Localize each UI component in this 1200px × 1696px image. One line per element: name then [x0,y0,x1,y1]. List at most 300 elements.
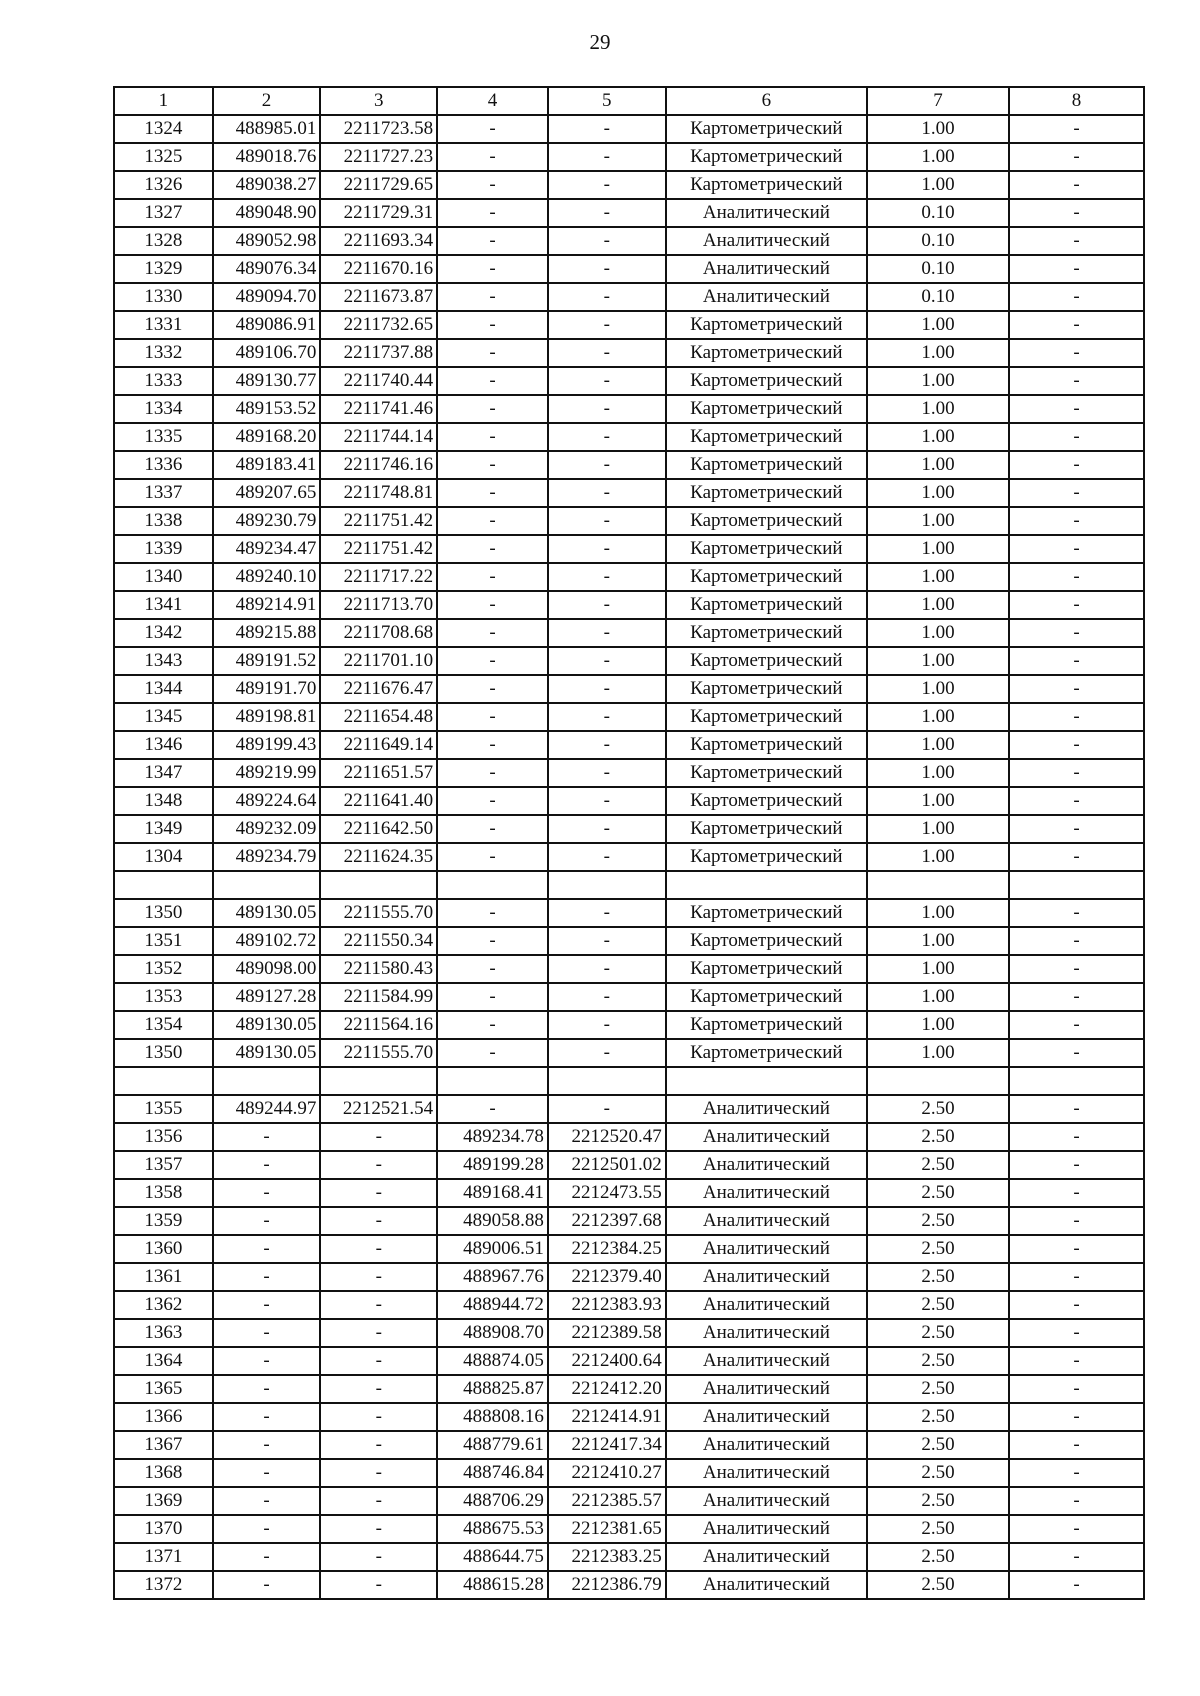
table-cell: 1.00 [867,1011,1009,1039]
table-cell: 489102.72 [213,927,321,955]
table-cell: 1361 [114,1263,213,1291]
table-cell: 488825.87 [437,1375,548,1403]
table-cell: - [437,591,548,619]
table-row [114,1319,1144,1347]
table-cell: 2211580.43 [320,955,437,983]
table-row [114,703,1144,731]
table-cell: - [548,563,666,591]
table-cell: 2212379.40 [548,1263,666,1291]
table-cell: - [437,647,548,675]
table-cell: 0.10 [867,283,1009,311]
table-cell: Картометрический [666,563,867,591]
table-cell: - [213,1571,321,1599]
table-cell: - [1009,535,1144,563]
table-cell: 488908.70 [437,1319,548,1347]
table-cell: 1.00 [867,927,1009,955]
table-cell: Картометрический [666,759,867,787]
table-cell: 2211649.14 [320,731,437,759]
table-cell: - [548,619,666,647]
table-cell: 489207.65 [213,479,321,507]
table-cell: 1.00 [867,171,1009,199]
table-row [114,1487,1144,1515]
table-cell: - [320,1543,437,1571]
table-row [114,535,1144,563]
table-row [114,1403,1144,1431]
table-cell: 1363 [114,1319,213,1347]
table-cell: 2212389.58 [548,1319,666,1347]
table-row [114,927,1144,955]
table-cell: 1343 [114,647,213,675]
table-cell: Картометрический [666,955,867,983]
table-cell: - [437,367,548,395]
table-cell: 488706.29 [437,1487,548,1515]
table-cell: - [548,171,666,199]
table-cell: 2211555.70 [320,899,437,927]
table-cell: 2211651.57 [320,759,437,787]
table-cell: 2212383.93 [548,1291,666,1319]
table-cell [320,1067,437,1095]
table-row [114,451,1144,479]
table-cell: 2212381.65 [548,1515,666,1543]
table-cell: - [1009,115,1144,143]
table-cell: 2.50 [867,1123,1009,1151]
table-cell: - [548,451,666,479]
table-row [114,983,1144,1011]
table-cell: Аналитический [666,255,867,283]
table-cell: 1349 [114,815,213,843]
table-cell: Картометрический [666,395,867,423]
table-cell: - [320,1263,437,1291]
page-number: 29 [589,30,611,54]
table-row [114,143,1144,171]
table-cell: Картометрический [666,171,867,199]
table-cell: - [213,1179,321,1207]
table-cell: - [1009,591,1144,619]
table-cell: 2211670.16 [320,255,437,283]
table-cell: 1.00 [867,507,1009,535]
table-cell: - [320,1403,437,1431]
table-cell: - [1009,563,1144,591]
table-row [114,311,1144,339]
table-cell: - [1009,843,1144,871]
table-cell: 2212520.47 [548,1123,666,1151]
table-cell: - [548,675,666,703]
table-row [114,171,1144,199]
table-cell: 1.00 [867,535,1009,563]
table-cell: 1.00 [867,983,1009,1011]
table-row [114,1151,1144,1179]
table-cell: 488967.76 [437,1263,548,1291]
table-cell: - [1009,899,1144,927]
table-cell: - [437,311,548,339]
table-cell: - [548,1039,666,1067]
header-cell: 2 [213,87,321,115]
table-cell: 1348 [114,787,213,815]
table-cell [320,871,437,899]
table-row [114,507,1144,535]
table-cell: 1369 [114,1487,213,1515]
separator-row [114,1067,1144,1095]
table-cell: 2212414.91 [548,1403,666,1431]
table-cell: 2.50 [867,1095,1009,1123]
table-cell: Картометрический [666,983,867,1011]
table-cell: Картометрический [666,647,867,675]
table-cell [867,871,1009,899]
table-cell: - [1009,143,1144,171]
table-cell: 1365 [114,1375,213,1403]
table-cell: - [437,171,548,199]
table-cell: 488675.53 [437,1515,548,1543]
table-cell: 1333 [114,367,213,395]
table-cell: 1.00 [867,899,1009,927]
table-cell: 2211555.70 [320,1039,437,1067]
table-cell: Аналитический [666,1319,867,1347]
header-cell: 6 [666,87,867,115]
table-cell [867,1067,1009,1095]
table-cell: 489086.91 [213,311,321,339]
table-cell: 1352 [114,955,213,983]
table-cell: 1.00 [867,143,1009,171]
table-cell: - [437,283,548,311]
table-cell: - [548,787,666,815]
table-cell: 2211746.16 [320,451,437,479]
table-cell: 489244.97 [213,1095,321,1123]
table-cell: 1.00 [867,815,1009,843]
table-cell: 1360 [114,1235,213,1263]
table-cell: 489098.00 [213,955,321,983]
table-cell: - [1009,1039,1144,1067]
table-cell: 2211737.88 [320,339,437,367]
table-cell: Аналитический [666,1571,867,1599]
table-cell: 1339 [114,535,213,563]
table-cell: - [437,535,548,563]
table-cell: - [213,1347,321,1375]
table-cell: 2212501.02 [548,1151,666,1179]
table-cell [437,871,548,899]
table-row [114,787,1144,815]
table-cell: - [320,1123,437,1151]
table-cell: 1.00 [867,395,1009,423]
table-cell: 2211748.81 [320,479,437,507]
table-cell: 1354 [114,1011,213,1039]
table-cell: Аналитический [666,283,867,311]
table-cell: 489127.28 [213,983,321,1011]
table-row [114,1515,1144,1543]
table-cell: 2212386.79 [548,1571,666,1599]
table-cell: - [1009,1375,1144,1403]
table-cell: 488779.61 [437,1431,548,1459]
table-cell: - [1009,255,1144,283]
table-cell: - [548,843,666,871]
table-cell: 489199.28 [437,1151,548,1179]
table-cell: 1326 [114,171,213,199]
table-cell: Аналитический [666,1207,867,1235]
table-cell: - [548,143,666,171]
table-cell: - [437,199,548,227]
table-cell: - [1009,339,1144,367]
table-cell: 488808.16 [437,1403,548,1431]
table-cell: Аналитический [666,199,867,227]
table-cell: - [1009,647,1144,675]
table-cell: - [437,339,548,367]
table-cell: 2.50 [867,1543,1009,1571]
table-cell: Картометрический [666,787,867,815]
table-row [114,1011,1144,1039]
table-cell: Картометрический [666,675,867,703]
table-cell: 2.50 [867,1431,1009,1459]
table-cell: Картометрический [666,1011,867,1039]
table-cell: Аналитический [666,1459,867,1487]
table-cell: 489006.51 [437,1235,548,1263]
table-cell: 2212521.54 [320,1095,437,1123]
table-cell: 488985.01 [213,115,321,143]
table-cell: Картометрический [666,507,867,535]
table-cell: 2211729.31 [320,199,437,227]
table-cell: - [1009,1011,1144,1039]
table-cell: 1350 [114,899,213,927]
table-row [114,591,1144,619]
table-cell: - [437,395,548,423]
table-cell: 489230.79 [213,507,321,535]
table-cell: 1.00 [867,843,1009,871]
table-cell: 1347 [114,759,213,787]
table-row [114,843,1144,871]
table-cell: 489168.20 [213,423,321,451]
header-cell: 4 [437,87,548,115]
table-cell: - [437,731,548,759]
table-body [114,115,1144,1599]
table-cell: - [213,1319,321,1347]
table-cell: 489224.64 [213,787,321,815]
table-cell: - [1009,787,1144,815]
table-cell: Картометрический [666,815,867,843]
table-cell: - [1009,703,1144,731]
table-cell: - [437,479,548,507]
table-cell: 2211729.65 [320,171,437,199]
table-cell: Аналитический [666,1263,867,1291]
table-row [114,955,1144,983]
table-cell: 1328 [114,227,213,255]
table-cell: Картометрический [666,843,867,871]
table-row [114,1431,1144,1459]
table-cell: - [548,423,666,451]
table-cell: 1336 [114,451,213,479]
table-row [114,1179,1144,1207]
table-cell: 1366 [114,1403,213,1431]
table-cell: Картометрический [666,367,867,395]
table-cell: 2.50 [867,1515,1009,1543]
table-cell: - [320,1235,437,1263]
table-cell: 489130.05 [213,899,321,927]
table-cell: 489038.27 [213,171,321,199]
table-cell: 488615.28 [437,1571,548,1599]
table-cell: 489018.76 [213,143,321,171]
table-cell: - [437,675,548,703]
table-row [114,1291,1144,1319]
table-cell: 2212400.64 [548,1347,666,1375]
table-cell: Аналитический [666,1403,867,1431]
table-cell: Картометрический [666,423,867,451]
table-cell: Аналитический [666,1431,867,1459]
table-cell: - [1009,983,1144,1011]
table-cell: - [213,1403,321,1431]
table-cell: 1370 [114,1515,213,1543]
table-row [114,199,1144,227]
table-cell: 1353 [114,983,213,1011]
table-cell: - [1009,1263,1144,1291]
table-cell: - [1009,367,1144,395]
table-cell: - [213,1515,321,1543]
table-cell: Аналитический [666,1179,867,1207]
table-cell: 1335 [114,423,213,451]
table-cell: - [548,535,666,563]
table-cell: 2.50 [867,1179,1009,1207]
table-cell: - [1009,1487,1144,1515]
table-cell [666,1067,867,1095]
table-cell: - [320,1207,437,1235]
table-cell: - [213,1543,321,1571]
table-cell: - [213,1151,321,1179]
table-cell: 0.10 [867,255,1009,283]
table-row [114,423,1144,451]
table-cell: - [1009,1235,1144,1263]
table-row [114,1207,1144,1235]
table-cell [114,871,213,899]
table-cell: 1340 [114,563,213,591]
table-cell: - [1009,1291,1144,1319]
table-row [114,1347,1144,1375]
table-cell: - [437,703,548,731]
table-cell: - [548,1095,666,1123]
table-cell: 2.50 [867,1403,1009,1431]
table-cell: 489198.81 [213,703,321,731]
table-cell: 1.00 [867,731,1009,759]
table-cell: - [1009,1403,1144,1431]
table-cell: 489153.52 [213,395,321,423]
table-cell [548,1067,666,1095]
table-cell: - [213,1207,321,1235]
table-cell: - [437,423,548,451]
table-cell: 2211642.50 [320,815,437,843]
table-cell: - [320,1347,437,1375]
table-cell: - [1009,479,1144,507]
table-cell: - [437,143,548,171]
table-cell: 1342 [114,619,213,647]
table-cell: - [1009,731,1144,759]
table-cell: - [1009,927,1144,955]
table-cell: - [548,899,666,927]
table-cell: 2.50 [867,1319,1009,1347]
table-cell: 2.50 [867,1263,1009,1291]
table-cell: - [548,339,666,367]
table-row [114,619,1144,647]
table-row [114,1039,1144,1067]
table-cell: 2211641.40 [320,787,437,815]
table-cell: - [1009,955,1144,983]
table-cell: - [548,983,666,1011]
table-cell: - [1009,1095,1144,1123]
header-cell: 7 [867,87,1009,115]
table-cell: - [213,1263,321,1291]
table-cell: 1330 [114,283,213,311]
table-cell: 1.00 [867,367,1009,395]
table-cell: 489130.05 [213,1039,321,1067]
table-cell: - [548,507,666,535]
table-cell: 2.50 [867,1235,1009,1263]
table-cell: - [548,759,666,787]
table-cell: 1.00 [867,703,1009,731]
table-cell: - [548,255,666,283]
table-cell: Картометрический [666,115,867,143]
table-cell: 1.00 [867,675,1009,703]
table-cell: - [1009,1151,1144,1179]
table-cell: 2211564.16 [320,1011,437,1039]
table-cell: 1364 [114,1347,213,1375]
table-cell: - [437,899,548,927]
table-cell: 2211740.44 [320,367,437,395]
table-cell: 2211550.34 [320,927,437,955]
table-cell: - [437,1011,548,1039]
table-cell: - [1009,507,1144,535]
table-cell: 1371 [114,1543,213,1571]
table-cell: 1.00 [867,339,1009,367]
table-cell: 489234.78 [437,1123,548,1151]
table-cell [114,1067,213,1095]
table-cell: 1304 [114,843,213,871]
table-cell: Картометрический [666,479,867,507]
table-cell: 2211751.42 [320,535,437,563]
table-row [114,283,1144,311]
table-cell: - [1009,1347,1144,1375]
table-cell: 1372 [114,1571,213,1599]
table-cell [548,871,666,899]
table-cell: - [437,955,548,983]
table-cell: 1.00 [867,619,1009,647]
table-cell: Картометрический [666,339,867,367]
table-cell: - [548,591,666,619]
table-cell [213,1067,321,1095]
table-cell: 489130.05 [213,1011,321,1039]
table-cell: 2211584.99 [320,983,437,1011]
table-cell: 488874.05 [437,1347,548,1375]
table-row [114,1459,1144,1487]
table-cell: - [437,815,548,843]
table-cell: Аналитический [666,1543,867,1571]
table-cell: 2.50 [867,1207,1009,1235]
header-cell: 3 [320,87,437,115]
table-cell: 1325 [114,143,213,171]
table-cell: - [548,647,666,675]
table-cell: - [437,983,548,1011]
table-cell: - [1009,759,1144,787]
table-cell: 488644.75 [437,1543,548,1571]
table-cell: 2211701.10 [320,647,437,675]
table-cell: - [1009,1515,1144,1543]
table-row [114,479,1144,507]
table-cell: - [548,367,666,395]
table-cell: 489191.70 [213,675,321,703]
table-cell: - [1009,1431,1144,1459]
table-cell: 1346 [114,731,213,759]
table-cell: - [548,955,666,983]
table-cell: - [548,815,666,843]
table-row [114,815,1144,843]
table-cell: - [548,731,666,759]
table-cell: Аналитический [666,1375,867,1403]
table-cell: 1351 [114,927,213,955]
header-cell: 5 [548,87,666,115]
table-cell: 2.50 [867,1375,1009,1403]
